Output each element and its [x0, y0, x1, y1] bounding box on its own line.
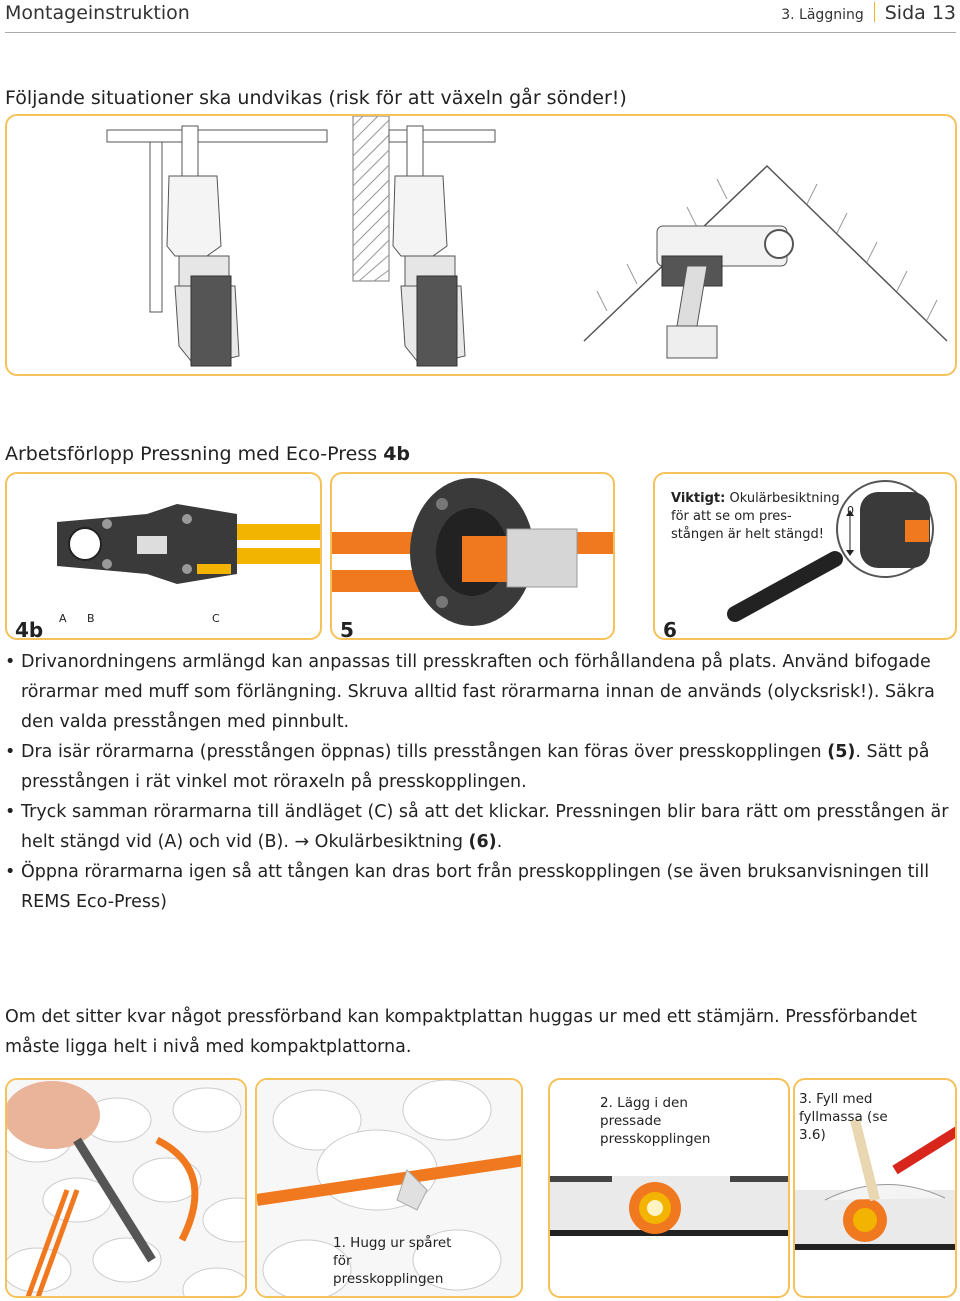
avoid-illustrations	[7, 116, 957, 376]
workflow-heading	[5, 443, 410, 465]
list-item	[5, 737, 960, 797]
list-item	[5, 857, 960, 917]
bullet-text-2-pre: Dra isär rörarmarna (presstången öppnas) tills presstången kan föras över presskopplingen	[21, 742, 828, 762]
figure-4b-frame	[5, 472, 322, 640]
page-header-right	[781, 2, 956, 24]
situation-2-illustration	[353, 116, 495, 366]
figure-6-label: 6	[663, 618, 677, 640]
page-number: Sida 13	[884, 2, 956, 24]
label-zero: 0	[847, 504, 854, 517]
bullet-text-1: Drivanordningens armlängd kan anpassas till presskraften och förhållandena på plats. Använd bifogade rörarmar med muff som förlängning. Skruva alltid fast rörarmarna innan de används (olycksrisk!). Säkra den valda presstången med pinnbult.	[21, 652, 935, 732]
figure-5-press-coupling	[332, 474, 615, 640]
instruction-list	[5, 647, 960, 917]
workflow-heading-number: 4b	[383, 443, 411, 465]
inspection-note-bold: Viktigt:	[671, 491, 726, 506]
header-divider	[874, 2, 875, 22]
caption-2: 2. Lägg i den pressade presskopplingen	[600, 1095, 711, 1147]
workflow-heading-text: Arbetsförlopp Pressning med Eco-Press	[5, 443, 378, 465]
situation-1-illustration	[107, 126, 327, 366]
figure-4b-label: 4b	[15, 618, 44, 640]
bottom-figure-2-frame	[548, 1078, 790, 1298]
situation-3-illustration	[584, 166, 947, 358]
avoid-heading: Följande situationer ska undvikas (risk för att växeln går sönder!)	[5, 87, 627, 109]
figure-5-label: 5	[340, 618, 354, 640]
bullet-text-3-post: .	[496, 832, 503, 852]
chisel-illustration	[7, 1080, 247, 1298]
label-a: A	[59, 612, 67, 625]
document-title: Montageinstruktion	[5, 2, 190, 24]
inspection-note-text: Okulärbesiktning för att se om pres-stången är helt stängd!	[671, 491, 840, 542]
bullet-ref-6: (6)	[468, 832, 497, 852]
label-b: B	[87, 612, 95, 625]
list-item	[5, 797, 960, 857]
bottom-figure-1-frame	[5, 1078, 247, 1298]
label-c: C	[212, 612, 220, 625]
figure-4b-press-tool	[7, 474, 322, 640]
caption-3: 3. Fyll med fyllmassa (se 3.6)	[799, 1091, 888, 1143]
chisel-paragraph: Om det sitter kvar något pressförband kan kompaktplattan huggas ur med ett stämjärn. Pressförbandet måste ligga helt i nivå med kompaktplattorna.	[5, 1007, 918, 1057]
bullet-text-2-post: . Sätt på presstången i rät vinkel mot röraxeln på presskopplingen.	[21, 742, 930, 792]
list-item	[5, 647, 960, 737]
inspection-note	[671, 490, 841, 544]
bullet-ref-5: (5)	[827, 742, 856, 762]
figure-6-frame	[653, 472, 957, 640]
caption-1: 1. Hugg ur spåret för presskopplingen	[333, 1235, 452, 1287]
bullet-text-3-pre: Tryck samman rörarmarna till ändläget (C) så att det klickar. Pressningen blir bara rätt om presstången är helt stängd vid (A) och vid (B). → Okulärbesiktning	[21, 802, 949, 852]
bottom-figure-3-frame	[793, 1078, 957, 1298]
header-rule	[5, 32, 956, 33]
section-label: 3. Läggning	[781, 7, 864, 23]
figure-5-frame	[330, 472, 615, 640]
avoid-illustration-frame	[5, 114, 957, 376]
bottom-figure-1b-frame	[255, 1078, 523, 1298]
bullet-text-4: Öppna rörarmarna igen så att tången kan dras bort från presskopplingen (se även bruksanvisningen till REMS Eco-Press)	[21, 862, 930, 912]
